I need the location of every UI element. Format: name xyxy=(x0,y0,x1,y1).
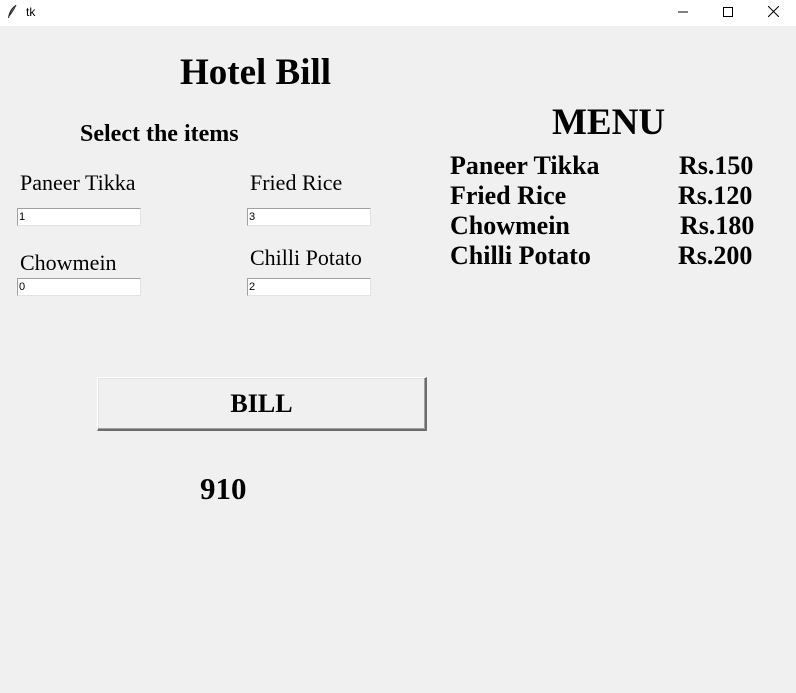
minimize-icon xyxy=(678,4,688,22)
menu-item-name: Chowmein xyxy=(450,211,570,240)
chowmein-input[interactable] xyxy=(17,278,141,296)
menu-heading: MENU xyxy=(552,102,666,143)
chilli-potato-label: Chilli Potato xyxy=(250,245,362,270)
chowmein-label: Chowmein xyxy=(20,250,117,275)
menu-item-price: Rs.120 xyxy=(678,181,753,210)
menu-item-price: Rs.200 xyxy=(678,241,753,270)
close-icon xyxy=(768,4,779,22)
menu-item-price: Rs.180 xyxy=(680,211,755,240)
chilli-potato-input[interactable] xyxy=(247,278,371,296)
select-items-label: Select the items xyxy=(80,121,239,147)
fried-rice-label: Fried Rice xyxy=(250,170,343,195)
minimize-button[interactable] xyxy=(660,0,706,26)
menu-item-name: Paneer Tikka xyxy=(450,151,600,180)
maximize-icon xyxy=(723,4,733,22)
fried-rice-input[interactable] xyxy=(247,208,371,226)
menu-item-name: Fried Rice xyxy=(450,181,567,210)
bill-button[interactable]: BILL xyxy=(97,377,427,431)
window-title: tk xyxy=(26,5,36,19)
page-title: Hotel Bill xyxy=(180,52,332,93)
bill-total: 910 xyxy=(200,471,247,506)
menu-item-name: Chilli Potato xyxy=(450,241,591,270)
menu-item-price: Rs.150 xyxy=(679,151,754,180)
paneer-tikka-input[interactable] xyxy=(17,208,141,226)
title-bar[interactable] xyxy=(0,0,796,26)
close-button[interactable] xyxy=(750,0,796,26)
maximize-button[interactable] xyxy=(705,0,751,26)
feather-icon xyxy=(6,4,18,20)
paneer-tikka-label: Paneer Tikka xyxy=(20,170,136,195)
